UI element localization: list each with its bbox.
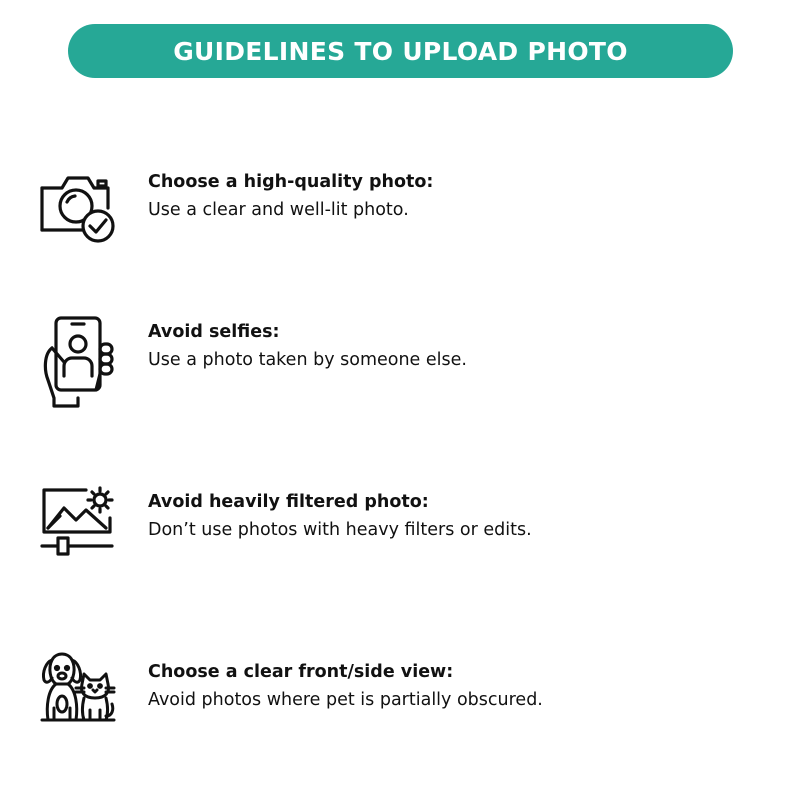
photo-filter-slider-icon	[38, 484, 118, 574]
guideline-title: Avoid selfies:	[148, 322, 280, 342]
dog-and-cat-icon	[38, 646, 118, 736]
guideline-item-high-quality	[38, 170, 758, 260]
guideline-item-avoid-filters	[38, 490, 758, 580]
camera-check-icon	[38, 170, 118, 260]
guideline-title: Choose a clear front/side view:	[148, 662, 454, 682]
guideline-item-clear-view	[38, 660, 758, 750]
guideline-description: Don’t use photos with heavy filters or edits.	[148, 520, 532, 540]
selfie-phone-icon	[38, 314, 118, 404]
header-banner	[68, 24, 733, 78]
page-title: GUIDELINES TO UPLOAD PHOTO	[173, 36, 628, 66]
guideline-item-avoid-selfies	[38, 320, 758, 410]
guideline-description: Use a photo taken by someone else.	[148, 350, 467, 370]
guideline-description: Use a clear and well-lit photo.	[148, 200, 409, 220]
guideline-title: Choose a high-quality photo:	[148, 172, 434, 192]
guideline-description: Avoid photos where pet is partially obscured.	[148, 690, 543, 710]
guideline-title: Avoid heavily filtered photo:	[148, 492, 429, 512]
